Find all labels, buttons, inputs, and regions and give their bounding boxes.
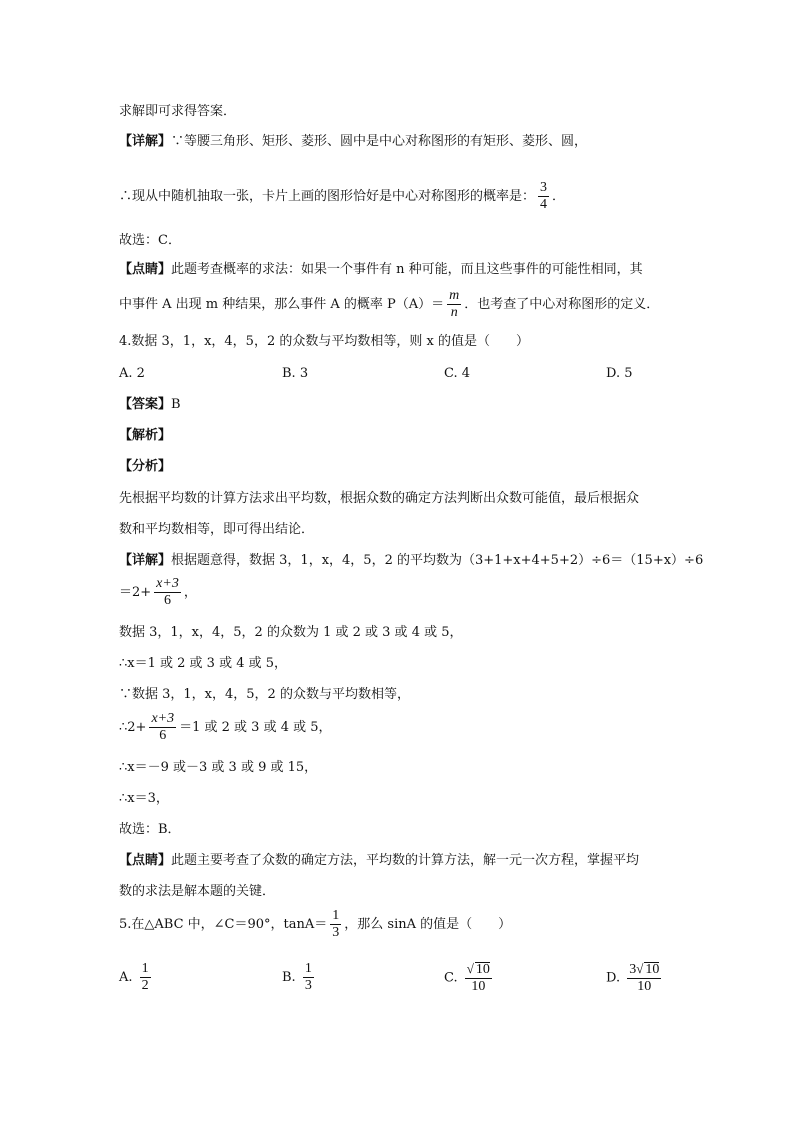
line-text: ∴x＝－9 或－3 或 3 或 9 或 15， xyxy=(119,760,318,775)
line-text: ．也考查了中心对称图形的定义． xyxy=(464,297,660,312)
line-text: ． xyxy=(552,189,566,204)
option-a xyxy=(119,365,145,383)
option-text: C. 4 xyxy=(444,366,471,381)
numerator xyxy=(627,961,661,979)
line-text: ， xyxy=(183,585,197,600)
text-line xyxy=(119,790,169,808)
answer-tag: 【答案】 xyxy=(119,397,172,412)
denominator: 6 xyxy=(164,593,171,608)
text-line xyxy=(119,521,314,539)
fraction xyxy=(538,180,549,213)
line-text: 数的求法是解本题的关键． xyxy=(119,884,276,899)
option-b xyxy=(282,961,317,994)
line-text: 此题主要考查了众数的确定方法，平均数的计算方法，解一元一次方程，掌握平均 xyxy=(171,853,640,868)
numerator: x+3 xyxy=(151,711,175,726)
question-text: ，那么 sinA 的值是（ ） xyxy=(344,917,512,932)
numerator: 1 xyxy=(304,961,312,976)
line-text: ＝2+ xyxy=(119,585,152,600)
answer-line xyxy=(119,396,181,414)
detail-line xyxy=(119,552,703,570)
text-line xyxy=(119,883,275,901)
denominator: n xyxy=(450,305,458,320)
numerator: 1 xyxy=(332,908,340,923)
line-text: ∴2+ xyxy=(119,720,147,735)
option-text: D. 5 xyxy=(606,366,633,381)
formula-line xyxy=(119,288,659,321)
probability-line xyxy=(119,180,565,213)
analysis-sub-tag: 【分析】 xyxy=(119,459,172,474)
answer-value: B xyxy=(171,397,181,412)
analysis-heading xyxy=(119,427,171,445)
fraction xyxy=(447,288,461,321)
text-line xyxy=(119,759,317,777)
numerator: m xyxy=(449,288,460,303)
comment-tag: 【点睛】 xyxy=(119,853,172,868)
analysis-tag: 【解析】 xyxy=(119,428,172,443)
text-line xyxy=(119,232,181,250)
question-text: 5.在△ABC 中，∠C＝90°，tanA＝ xyxy=(119,917,328,932)
fraction xyxy=(627,961,661,995)
text-line xyxy=(119,103,236,121)
fraction xyxy=(140,961,151,994)
denominator: 10 xyxy=(471,979,486,994)
radicand: 10 xyxy=(645,962,660,977)
text-line xyxy=(119,655,287,673)
detail-line xyxy=(119,133,587,151)
question-text: 4.数据 3，1，x，4，5，2 的众数与平均数相等，则 x 的值是（ ） xyxy=(119,334,529,349)
radicand: 10 xyxy=(475,962,490,977)
line-text: ∵数据 3，1，x，4，5，2 的众数与平均数相等， xyxy=(119,687,410,702)
comment-line xyxy=(119,261,643,279)
radical-sign: √ xyxy=(466,961,474,976)
option-a xyxy=(119,961,154,994)
detail-tag: 【详解】 xyxy=(119,134,172,149)
fraction xyxy=(149,711,176,744)
numerator: x+3 xyxy=(156,576,179,591)
option-text: A. 2 xyxy=(119,366,145,381)
line-text: ∴现从中随机抽取一张，卡片上画的图形恰好是中心对称图形的概率是： xyxy=(119,189,536,204)
fraction xyxy=(303,961,314,994)
text-line xyxy=(119,490,639,508)
line-text: 数据 3，1，x，4，5，2 的众数为 1 或 2 或 3 或 4 或 5， xyxy=(119,625,463,640)
option-c xyxy=(444,365,470,383)
line-text: 数和平均数相等，即可得出结论． xyxy=(119,522,315,537)
denominator: 4 xyxy=(540,197,548,212)
option-d xyxy=(606,961,664,995)
numerator: 1 xyxy=(141,961,149,976)
line-text: ∵等腰三角形、矩形、菱形、圆中是中心对称图形的有矩形、菱形、圆， xyxy=(171,134,588,149)
formula-line xyxy=(119,576,197,609)
option-d xyxy=(606,365,633,383)
option-label: B. xyxy=(282,970,296,985)
line-text: 故选：B． xyxy=(119,822,181,837)
line-text: 故选：C． xyxy=(119,233,181,248)
option-label: A. xyxy=(119,970,133,985)
numerator xyxy=(465,961,492,979)
text-line xyxy=(119,821,181,839)
line-text: ∴x＝1 或 2 或 3 或 4 或 5， xyxy=(119,656,288,671)
line-text: 此题考查概率的求法：如果一个事件有 n 种可能，而且这些事件的可能性相同，其 xyxy=(171,262,643,277)
radical-sign: √ xyxy=(636,961,644,976)
denominator: 2 xyxy=(141,978,149,993)
fraction xyxy=(330,908,341,941)
line-text: 中事件 A 出现 m 种结果，那么事件 A 的概率 P（A）＝ xyxy=(119,297,445,312)
fraction xyxy=(465,961,492,995)
fraction xyxy=(154,576,181,609)
text-line xyxy=(119,686,410,704)
line-text: 求解即可求得答案． xyxy=(119,104,237,119)
line-text: 根据题意得，数据 3，1，x，4，5，2 的平均数为（3+1+x+4+5+2）÷6＝（15+x）÷6 xyxy=(171,553,704,568)
coefficient: 3 xyxy=(629,962,637,977)
comment-line xyxy=(119,852,639,870)
denominator: 6 xyxy=(159,728,167,743)
denominator: 10 xyxy=(637,979,652,994)
text-line xyxy=(119,624,463,642)
question-4 xyxy=(119,333,529,351)
formula-line xyxy=(119,711,332,744)
analysis-sub-heading xyxy=(119,458,171,476)
option-b xyxy=(282,365,308,383)
option-c xyxy=(444,961,495,995)
option-label: D. xyxy=(606,970,621,986)
denominator: 3 xyxy=(304,978,312,993)
line-text: 先根据平均数的计算方法求出平均数，根据众数的确定方法判断出众数可能值，最后根据众 xyxy=(119,491,640,506)
question-5 xyxy=(119,908,511,941)
line-text: ＝1 或 2 或 3 或 4 或 5， xyxy=(179,720,332,735)
option-label: C. xyxy=(444,970,458,986)
detail-tag: 【详解】 xyxy=(119,553,172,568)
option-text: B. 3 xyxy=(282,366,309,381)
numerator: 3 xyxy=(540,180,548,195)
line-text: ∴x＝3， xyxy=(119,791,169,806)
denominator: 3 xyxy=(332,925,340,940)
comment-tag: 【点睛】 xyxy=(119,262,172,277)
